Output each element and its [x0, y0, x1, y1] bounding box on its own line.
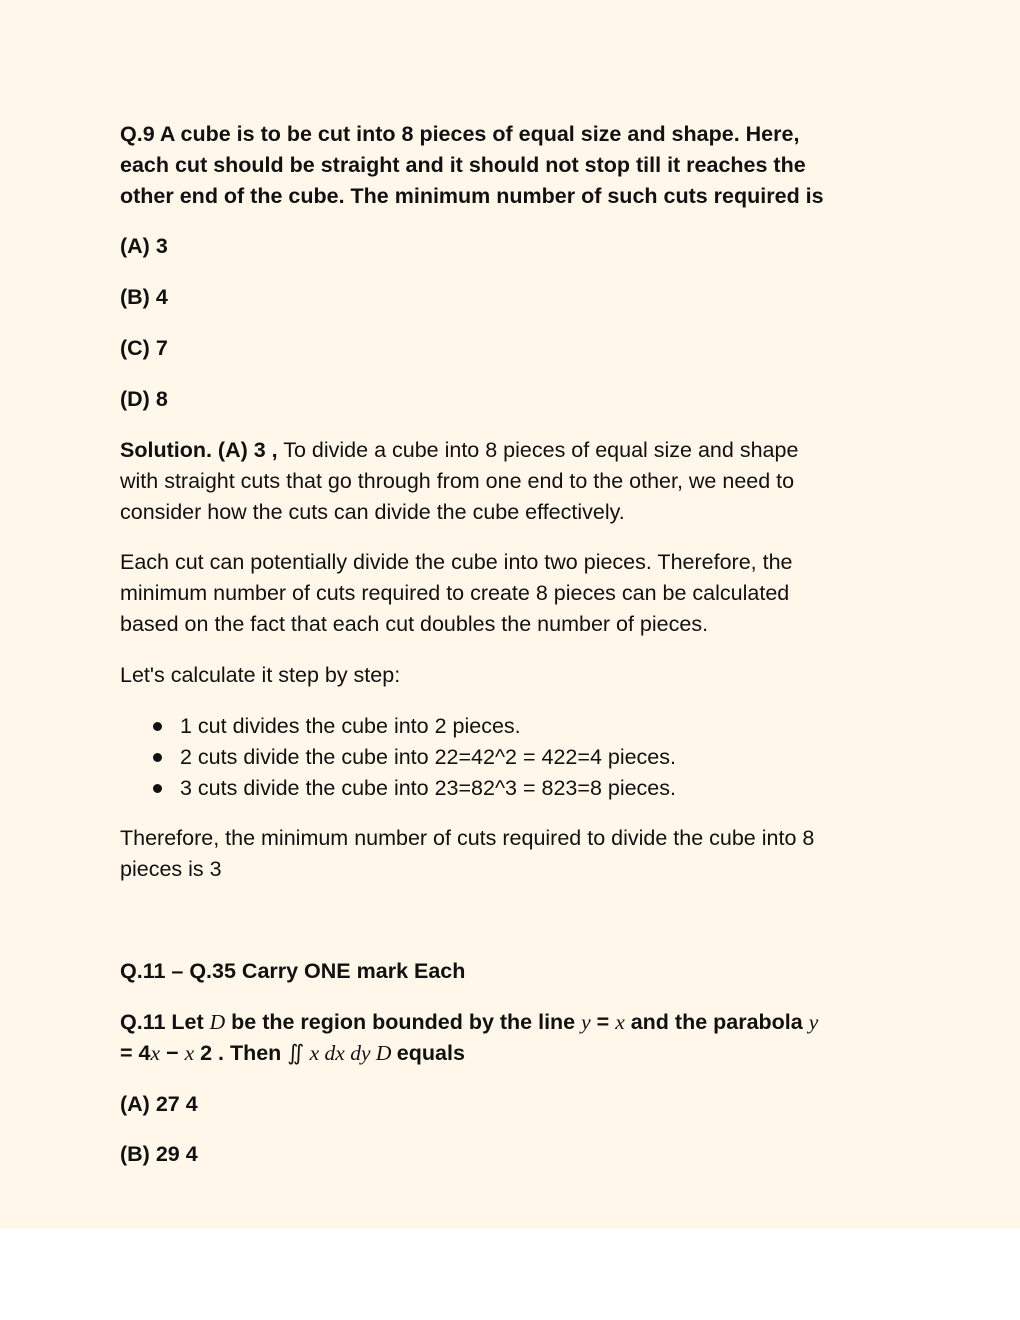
solution-para2-line-3: based on the fact that each cut doubles the number of pieces.: [120, 612, 709, 636]
step-text: 2 cuts divide the cube into 22=42^2 = 422=4 pieces.: [180, 745, 676, 769]
q11-question-line-1: [120, 1007, 910, 1038]
math-var: D: [209, 1010, 226, 1034]
math-var: y: [581, 1010, 591, 1034]
math-var: x: [150, 1041, 161, 1065]
q11-text: 2 . Then: [194, 1041, 288, 1065]
solution-line-1: [120, 435, 910, 466]
solution-line-1-text: To divide a cube into 8 pieces of equal size and shape: [277, 438, 799, 462]
q9-option-a: (A) 3: [120, 234, 168, 258]
conclusion-line-1: Therefore, the minimum number of cuts required to divide the cube into 8: [120, 826, 815, 850]
q11-text: −: [160, 1041, 185, 1065]
q11-text: =: [590, 1010, 616, 1034]
solution-line-3: consider how the cuts can divide the cube effectively.: [120, 500, 625, 524]
q11-question-line-2: [120, 1038, 910, 1069]
q11-text: and the parabola: [624, 1010, 809, 1034]
q9-option-b: (B) 4: [120, 285, 168, 309]
q11-option-b: (B) 29 4: [120, 1142, 198, 1166]
math-var: x: [184, 1041, 195, 1065]
q9-option-c: (C) 7: [120, 336, 168, 360]
bullet-icon: [153, 722, 162, 731]
solution-line-2: with straight cuts that go through from one end to the other, we need to: [120, 469, 795, 493]
list-item: [120, 711, 676, 742]
conclusion-line-2: pieces is 3: [120, 857, 222, 881]
solution-para2-line-2: minimum number of cuts required to create 8 pieces can be calculated: [120, 581, 790, 605]
steps-list: [120, 711, 676, 804]
list-item: [120, 742, 676, 773]
integral-expression: x dx dy D: [304, 1041, 397, 1065]
bullet-icon: [153, 753, 162, 762]
q9-question-line-3: other end of the cube. The minimum number of such cuts required is: [120, 184, 824, 208]
section-heading: Q.11 – Q.35 Carry ONE mark Each: [120, 959, 466, 983]
q9-option-d: (D) 8: [120, 387, 168, 411]
list-item: [120, 773, 676, 804]
solution-label: Solution. (A) 3 ,: [120, 438, 278, 462]
math-var: x: [615, 1010, 625, 1034]
step-intro: Let's calculate it step by step:: [120, 663, 401, 687]
q11-text: Q.11 Let: [120, 1010, 210, 1034]
math-var: y: [808, 1010, 819, 1034]
bullet-icon: [153, 784, 162, 793]
step-text: 1 cut divides the cube into 2 pieces.: [180, 714, 521, 738]
q11-text: = 4: [120, 1041, 151, 1065]
q9-question-line-1: Q.9 A cube is to be cut into 8 pieces of equal size and shape. Here,: [120, 122, 800, 146]
solution-para2-line-1: Each cut can potentially divide the cube into two pieces. Therefore, the: [120, 550, 793, 574]
step-text: 3 cuts divide the cube into 23=82^3 = 823=8 pieces.: [180, 776, 676, 800]
q11-option-a: (A) 27 4: [120, 1092, 198, 1116]
q9-question-line-2: each cut should be straight and it should not stop till it reaches the: [120, 153, 806, 177]
q11-text: equals: [396, 1041, 465, 1065]
double-integral-symbol: ∬: [287, 1041, 305, 1065]
q11-text: be the region bounded by the line: [225, 1010, 582, 1034]
